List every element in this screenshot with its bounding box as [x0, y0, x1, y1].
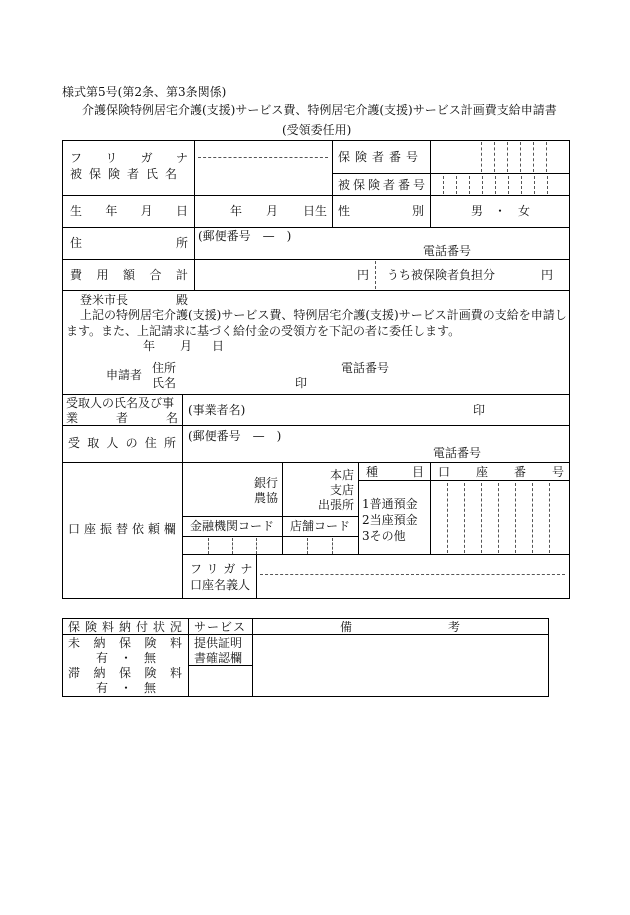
- applicant-label: 申請者: [106, 368, 143, 382]
- gender-sep: ・: [494, 204, 507, 218]
- self-pay-label: うち被保険者負担分: [387, 268, 496, 282]
- addressee: 登米市長: [80, 293, 129, 307]
- unpaid-yes-no[interactable]: 有・無: [96, 651, 169, 665]
- applicant-name-label: 氏名: [152, 376, 177, 390]
- furigana-label: フ リ ガ ナ: [70, 151, 188, 165]
- gender-female[interactable]: 女: [518, 204, 531, 218]
- agri-label: 農協: [254, 491, 279, 505]
- remarks-header-1: 備: [340, 620, 353, 634]
- insured-name-label: 被保険者氏名: [70, 167, 185, 181]
- branch-code-label: 店舗コード: [290, 519, 351, 533]
- account-type-1[interactable]: 1普通預金: [362, 497, 418, 511]
- bank-transfer-label: 口 座 振 替 依 頼 欄: [68, 522, 176, 536]
- self-pay-yen: 円: [541, 268, 554, 282]
- service-label-1: サービス: [194, 620, 247, 634]
- premium-status-header: 保 険 料 納 付 状 況: [68, 620, 182, 634]
- recipient-postal: (郵便番号 — ): [188, 429, 282, 443]
- cost-total-label: 費 用 額 合 計: [70, 268, 188, 282]
- insurer-number-label: 保険者番号: [338, 150, 424, 164]
- date-month: 月: [180, 339, 193, 353]
- sub-office-label: 出張所: [318, 498, 355, 512]
- account-number-label: 口 座 番 号: [438, 465, 564, 479]
- remarks-header-2: 考: [448, 620, 461, 634]
- address-tel: 電話番号: [423, 244, 472, 258]
- form-number: 様式第5号(第2条、第3条関係): [62, 85, 227, 99]
- applicant-seal: 印: [295, 376, 308, 390]
- account-type-3[interactable]: 3その他: [362, 529, 406, 543]
- gender-label: 性 別: [338, 204, 424, 218]
- birth-year: 年: [230, 204, 243, 218]
- institution-code-label: 金融機関コード: [190, 519, 275, 533]
- account-type-label: 種 目: [366, 465, 424, 479]
- arrears-yes-no[interactable]: 有・無: [96, 681, 169, 695]
- address-postal: (郵便番号 — ): [198, 229, 292, 243]
- date-day: 日: [212, 339, 225, 353]
- applicant-tel: 電話番号: [341, 361, 390, 375]
- bank-label: 銀行: [254, 476, 279, 490]
- recipient-tel: 電話番号: [433, 446, 482, 460]
- holder-kana-label: フリガナ: [190, 562, 258, 576]
- applicant-address-label: 住所: [152, 361, 177, 375]
- form-subtitle: (受領委任用): [282, 123, 352, 137]
- application-body-1: 上記の特例居宅介護(支援)サービス費、特例居宅介護(支援)サービス計画費の支給を申請し: [80, 308, 567, 322]
- birth-day: 日生: [303, 204, 328, 218]
- head-office-label: 本店: [330, 468, 355, 482]
- business-name-label: (事業者名): [188, 403, 246, 417]
- recipient-seal: 印: [473, 403, 486, 417]
- insured-number-label: 被保険者番号: [338, 178, 429, 192]
- cost-yen: 円: [357, 268, 370, 282]
- service-label-3: 書確認欄: [194, 651, 243, 665]
- address-label: 住 所: [70, 236, 188, 250]
- recipient-name-label-2: 業 者 名: [66, 411, 178, 425]
- birth-month: 月: [266, 204, 279, 218]
- service-label-2: 提供証明: [194, 636, 243, 650]
- application-body-2: ます。また、上記請求に基づく給付金の受領方を下記の者に委任します。: [66, 324, 461, 338]
- recipient-name-label-1: 受取人の氏名及び事: [66, 396, 175, 410]
- addressee-dono: 殿: [176, 293, 189, 307]
- gender-male[interactable]: 男: [471, 204, 484, 218]
- date-year: 年: [143, 339, 156, 353]
- account-type-2[interactable]: 2当座預金: [362, 513, 418, 527]
- form-title: 介護保険特例居宅介護(支援)サービス費、特例居宅介護(支援)サービス計画費支給申請書: [82, 103, 557, 117]
- birthdate-label: 生 年 月 日: [70, 204, 188, 218]
- unpaid-premium-label: 未 納 保 険 料: [68, 636, 182, 650]
- holder-label: 口座名義人: [190, 578, 251, 592]
- arrears-premium-label: 滞 納 保 険 料: [68, 666, 182, 680]
- branch-label: 支店: [330, 483, 355, 497]
- recipient-address-label: 受 取 人 の 住 所: [68, 436, 176, 450]
